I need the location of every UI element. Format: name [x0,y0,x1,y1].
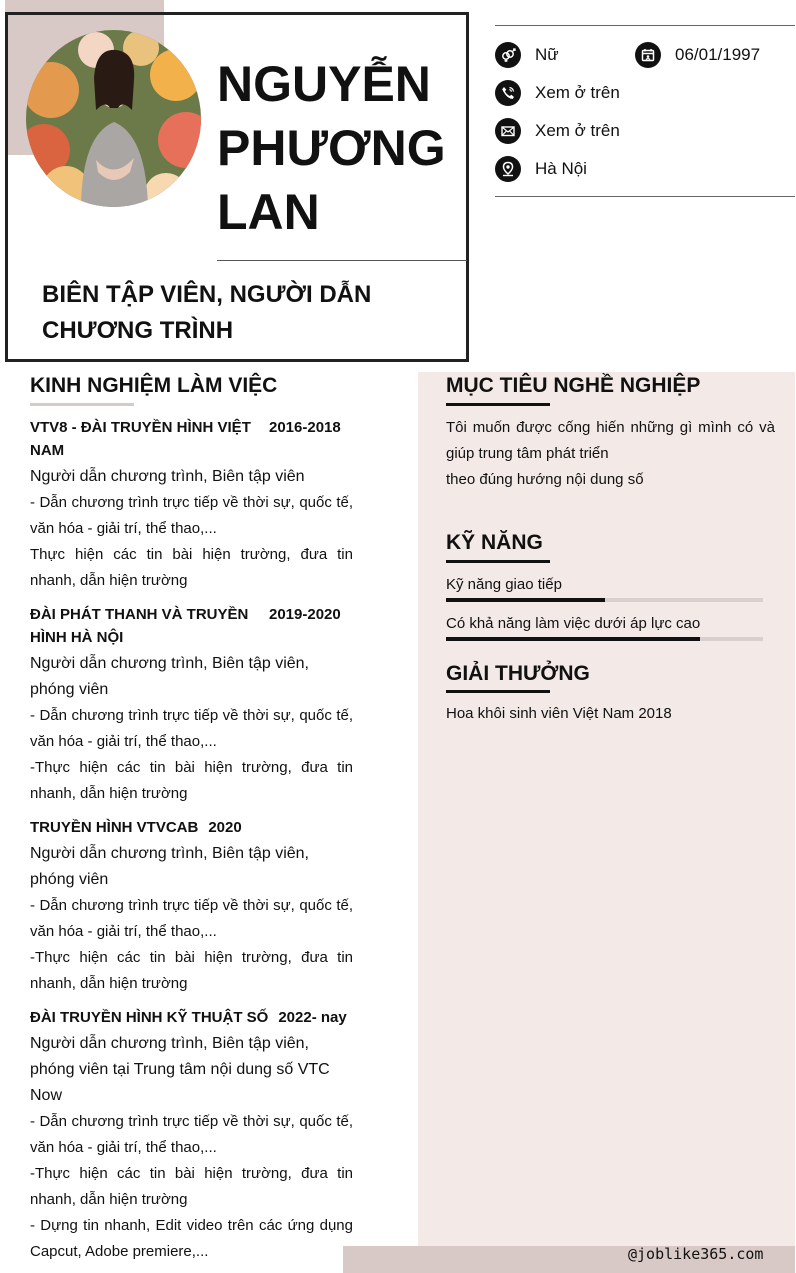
objective-line: Tôi muốn được cống hiến những gì mình có và giúp trung tâm phát triển [446,419,775,462]
job-org: ĐÀI TRUYỀN HÌNH KỸ THUẬT SỐ [30,1009,269,1026]
right-panel [418,372,795,1246]
job-desc: - Dẫn chương trình trực tiếp về thời sự, quốc tế, văn hóa - giải trí, thể thao,... [30,707,353,750]
skills-underline [446,560,550,563]
job-desc: - Dẫn chương trình trực tiếp về thời sự, quốc tế, văn hóa - giải trí, thể thao,... [30,1113,353,1156]
job-role: Người dẫn chương trình, Biên tập viên, phóng viên tại Trung tâm nội dung số VTC Now [30,1035,330,1104]
contact-email [495,118,620,144]
job-desc: -Thực hiện các tin bài hiện trường, đưa tin nhanh, dẫn hiện trường [30,759,353,802]
job-item [30,816,353,997]
job-item [30,1006,353,1265]
experience-list [30,416,353,1273]
contact-phone [495,80,620,106]
name-line: NGUYỄN [217,56,431,112]
awards-title: GIẢI THƯỞNG [446,662,590,685]
birthday-value: 06/01/1997 [675,45,761,64]
job-org: VTV8 - ĐÀI TRUYỀN HÌNH VIỆT NAM [30,419,251,459]
experience-title: KINH NGHIỆM LÀM VIỆC [30,374,278,397]
avatar [26,30,201,207]
gender-icon [495,42,521,68]
position-line: CHƯƠNG TRÌNH [42,317,234,344]
skill-bar [446,598,763,602]
job-desc: - Dẫn chương trình trực tiếp về thời sự, quốc tế, văn hóa - giải trí, thể thao,... [30,897,353,940]
contact-info [495,25,795,197]
gender-value: Nữ [535,45,559,64]
footer-watermark: @joblike365.com [628,1245,764,1263]
skill-name: Có khả năng làm việc dưới áp lực cao [446,615,701,632]
job-role: Người dẫn chương trình, Biên tập viên [30,468,305,485]
job-desc: - Dẫn chương trình trực tiếp về thời sự, quốc tế, văn hóa - giải trí, thể thao,... [30,494,353,537]
name-line: PHƯƠNG [217,120,446,176]
job-years: 2016-2018 [269,419,341,436]
objective-underline [446,403,550,406]
contact-birthday [635,42,760,68]
position-line: BIÊN TẬP VIÊN, NGƯỜI DẪN [42,281,372,308]
job-role: Người dẫn chương trình, Biên tập viên, phóng viên [30,655,309,698]
email-icon [495,118,521,144]
experience-underline [30,403,134,406]
job-desc: -Thực hiện các tin bài hiện trường, đưa tin nhanh, dẫn hiện trường [30,949,353,992]
job-desc: Thực hiện các tin bài hiện trường, đưa tin nhanh, dẫn hiện trường [30,546,353,589]
award-item: Hoa khôi sinh viên Việt Nam 2018 [446,705,672,722]
objective-text [446,415,775,493]
skill-name: Kỹ năng giao tiếp [446,576,562,593]
contact-address [495,156,587,182]
objective-line: theo đúng hướng nội dung số [446,471,644,488]
job-org: TRUYỀN HÌNH VTVCAB [30,819,199,836]
skill-bar-fill [446,637,700,641]
calendar-icon [635,42,661,68]
job-years: 2020 [208,819,242,836]
job-item [30,603,353,807]
email-value: Xem ở trên [535,121,620,140]
name-line: LAN [217,184,320,240]
skills-title: KỸ NĂNG [446,531,543,554]
job-org: ĐÀI PHÁT THANH VÀ TRUYỀN HÌNH HÀ NỘI [30,606,249,646]
phone-value: Xem ở trên [535,83,620,102]
job-role: Người dẫn chương trình, Biên tập viên, phóng viên [30,845,309,888]
contact-gender [495,42,559,68]
phone-icon [495,80,521,106]
job-desc: -Thực hiện các tin bài hiện trường, đưa tin nhanh, dẫn hiện trường [30,1165,353,1208]
awards-underline [446,690,550,693]
name-divider [217,260,467,261]
objective-title: MỤC TIÊU NGHỀ NGHIỆP [446,374,701,397]
skill-bar-fill [446,598,605,602]
address-value: Hà Nội [535,159,587,178]
job-desc: - Dựng tin nhanh, Edit video trên các ứng dụng Capcut, Adobe premiere,... [30,1217,353,1260]
job-years: 2022- nay [278,1009,347,1026]
job-position [42,277,442,349]
job-years: 2019-2020 [269,606,341,623]
location-icon [495,156,521,182]
job-item [30,416,353,594]
skill-bar [446,637,763,641]
full-name [217,52,462,244]
